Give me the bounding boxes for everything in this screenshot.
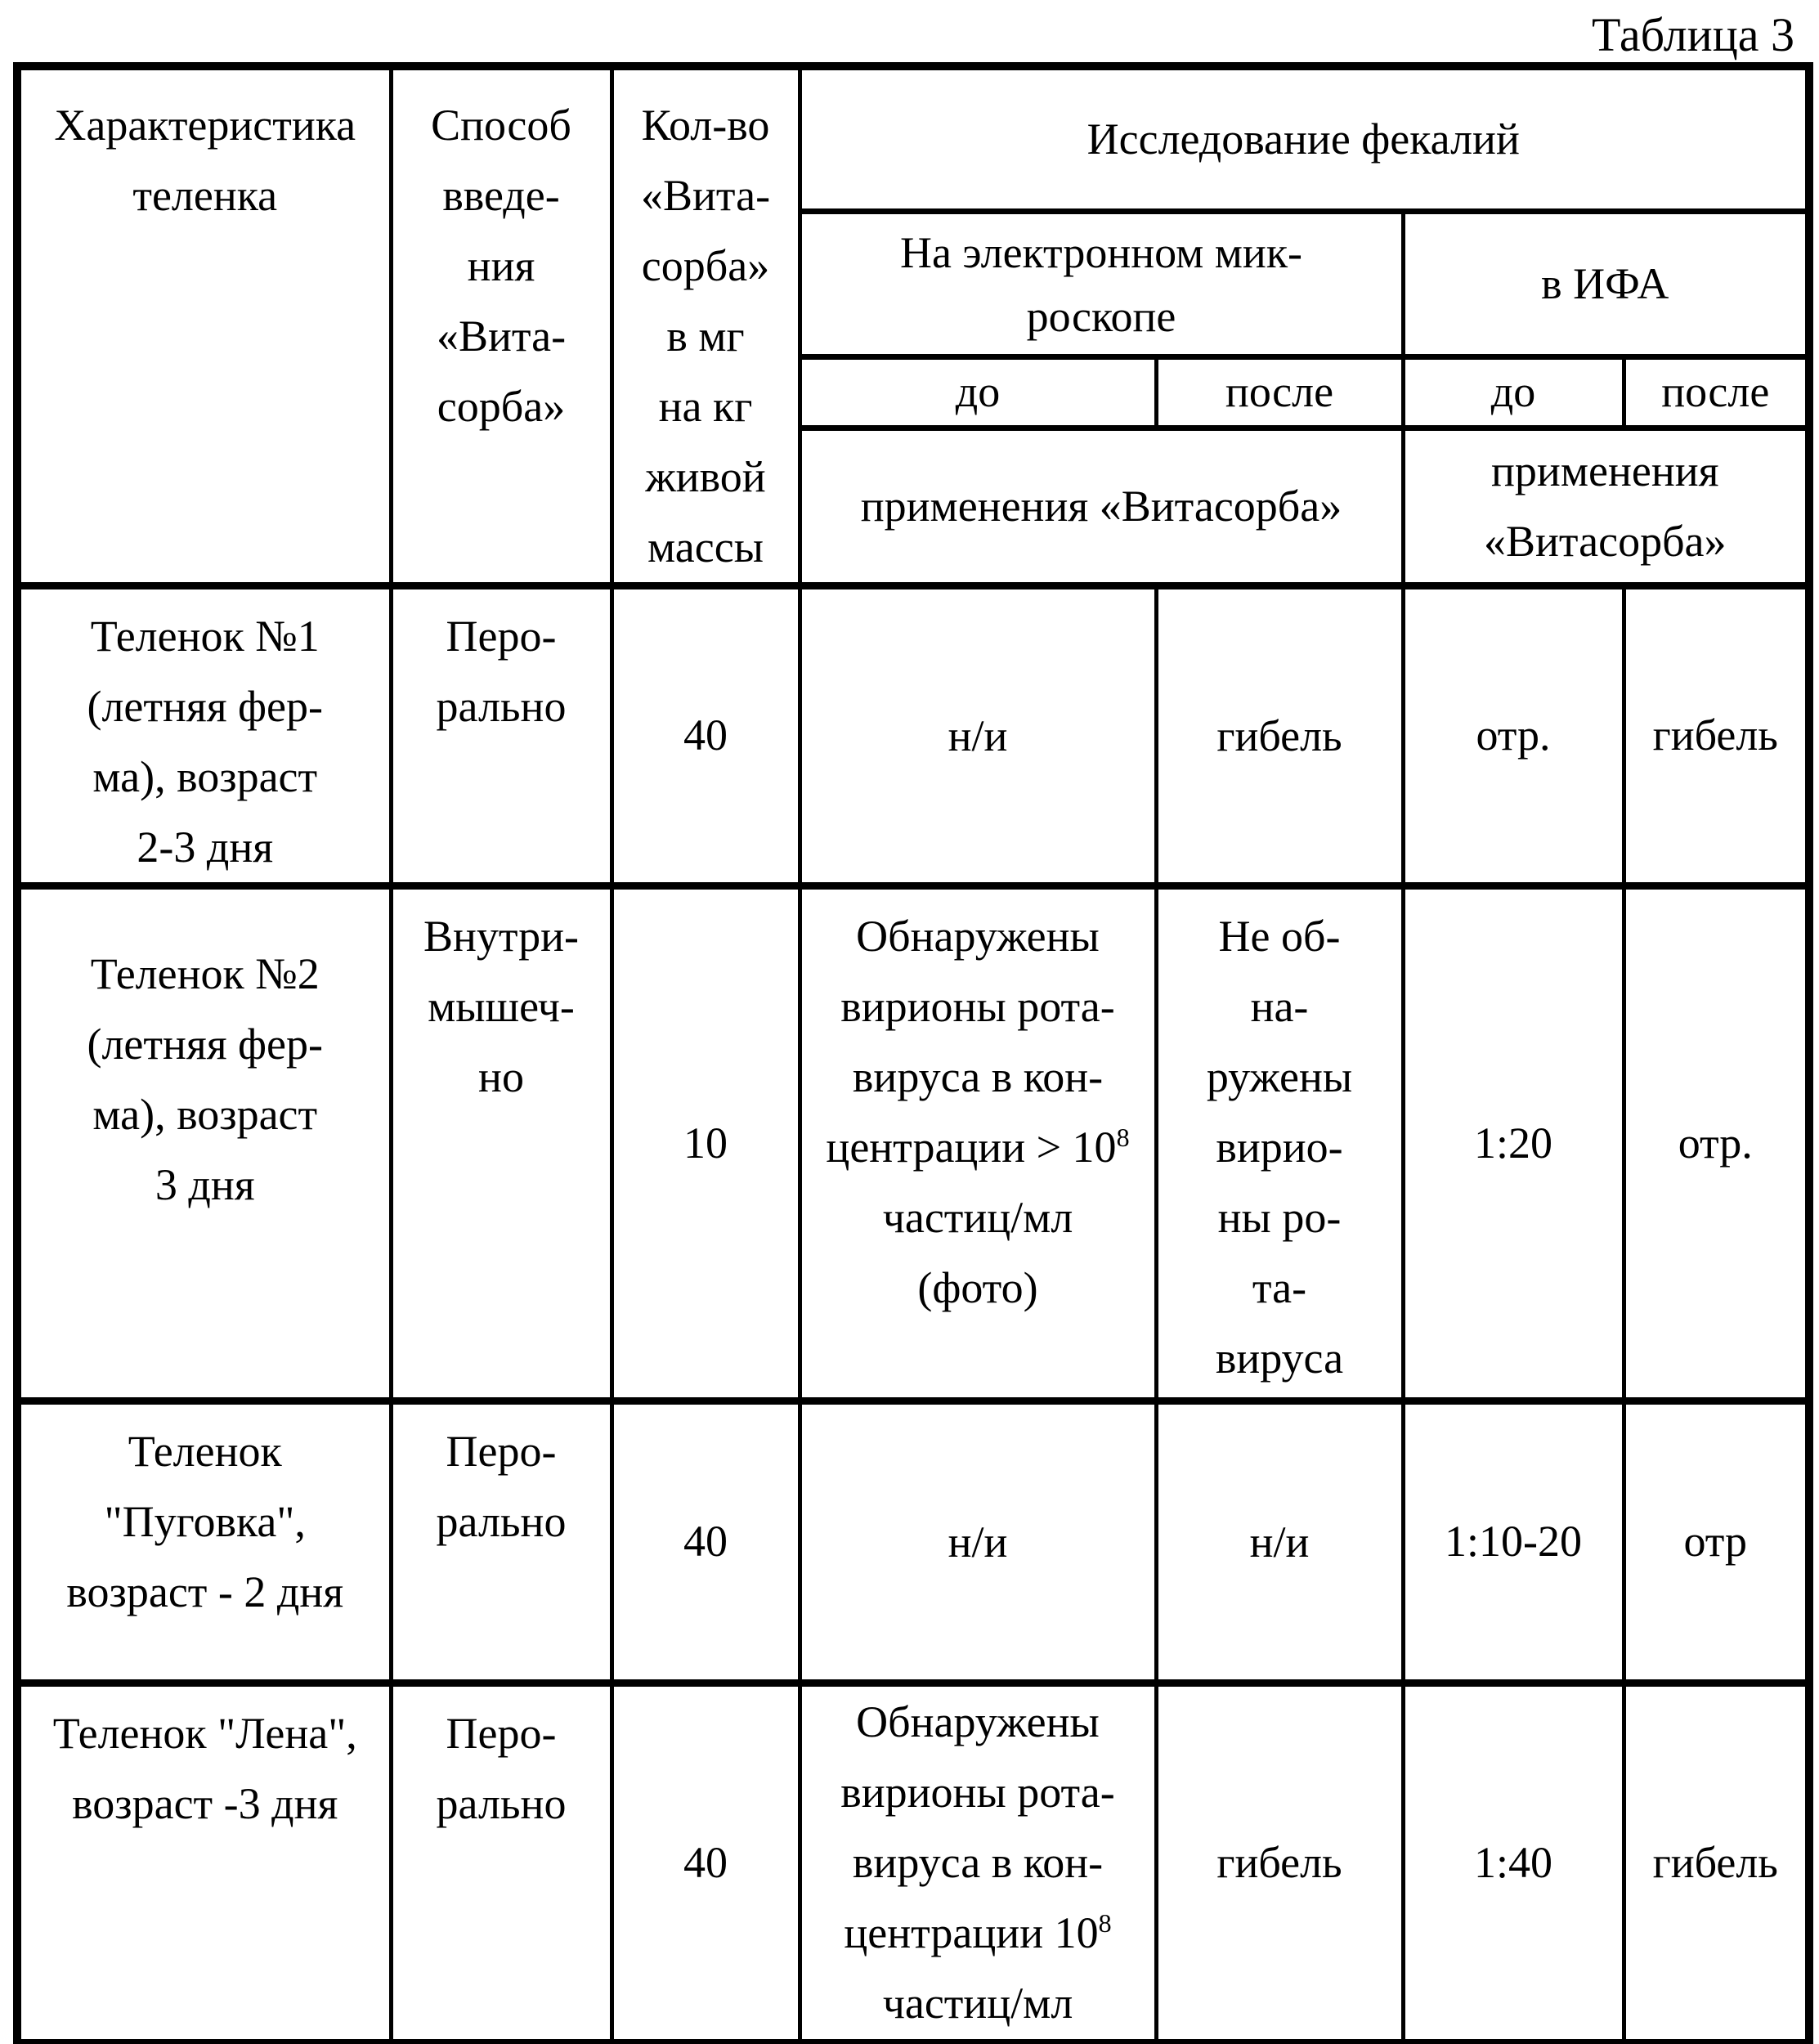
text-line: ны ро- [1217,1193,1342,1242]
cell-ifa-after: гибель [1624,1683,1809,2043]
cell-dose: 40 [612,1683,800,2043]
text-line: вирионы рота- [840,1768,1115,1818]
text-line: возраст -3 дня [72,1779,338,1828]
text-line: Перо- [446,1427,557,1476]
text-line: н/и [948,711,1008,760]
text-line: на кг [658,382,753,431]
cell-method [391,1683,612,2043]
table-3 [13,62,1813,2044]
text-line: роскопе [1026,291,1176,341]
text-line: Теленок "Лена", [52,1709,357,1758]
text-line: (фото) [917,1263,1038,1312]
text-line: гибель [1216,1838,1342,1888]
cell-characteristic [17,1401,391,1683]
superscript: 8 [1116,1123,1130,1152]
header-characteristic [17,66,391,586]
text-line: Кол-во [641,101,770,150]
text-line: частиц/мл [882,1193,1073,1242]
text-line: Обнаружены [856,912,1100,961]
text-line: на- [1250,982,1309,1031]
text-line: «Вита- [640,171,771,220]
text-line: сорба» [641,241,770,290]
text-line: центрации > $10^8$ [826,1123,1130,1172]
cell-em-before [800,1401,1156,1683]
text-line: ма), возраст [92,752,318,801]
cell-ifa-before: 1:40 [1403,1683,1624,2043]
text-line: сорба» [437,382,566,431]
table-row [17,1683,1809,2043]
header-ifa-before: до [1403,357,1624,428]
cell-characteristic [17,1683,391,2043]
cell-em-after [1156,1401,1403,1683]
text-line: применения «Витасорба» [860,482,1342,531]
header-dose [612,66,800,586]
header-row-1 [17,66,1809,212]
cell-ifa-before: 1:20 [1403,886,1624,1401]
text-line: вирионы рота- [840,982,1115,1031]
text-line: На электронном мик- [899,227,1303,277]
cell-ifa-after: отр [1624,1401,1809,1683]
text-line: частиц/мл [882,1979,1073,2028]
text-line: Способ [431,101,571,150]
text-line: Не об- [1218,912,1341,961]
header-fecal-study: Исследование фекалий [800,66,1809,212]
cell-em-before [800,1683,1156,2043]
text-line: н/и [948,1517,1008,1567]
text-line: Теленок [128,1427,282,1476]
text-line: 2-3 дня [137,823,274,872]
cell-method [391,1401,612,1683]
text-line: центрации $10^8$ [844,1908,1112,1958]
cell-characteristic [17,586,391,886]
cell-em-after [1156,886,1403,1401]
table-title: Таблица 3 [1591,8,1794,61]
text-line: живой [645,452,766,501]
text-line: "Пуговка", [104,1497,306,1546]
text-line: теленка [132,171,278,220]
cell-ifa-after: гибель [1624,586,1809,886]
text-line: та- [1252,1263,1307,1312]
text-line: ния [467,241,535,290]
text-line: вируса в кон- [852,1052,1104,1101]
header-method [391,66,612,586]
cell-em-after [1156,1683,1403,2043]
text-line: Обнаружены [856,1697,1100,1747]
text-line: 3 дня [155,1160,255,1209]
text-line: рально [436,682,567,731]
table-row [17,886,1809,1401]
cell-ifa-after: отр. [1624,886,1809,1401]
text-line: «Витасорба» [1483,517,1727,567]
text-line: гибель [1216,711,1342,760]
text-line: Перо- [446,1709,557,1758]
text-line: Характеристика [54,101,356,150]
text-line: Внутри- [423,912,580,961]
cell-method [391,586,612,886]
text-line: Теленок №1 [90,612,320,661]
text-line: «Вита- [436,312,567,361]
header-ifa-application [1403,428,1809,585]
text-line: вирио- [1216,1123,1343,1172]
header-em-application [800,428,1403,585]
cell-em-before [800,886,1156,1401]
cell-dose: 40 [612,1401,800,1683]
cell-characteristic [17,886,391,1401]
text-line: но [478,1052,524,1101]
text-line: Перо- [446,612,557,661]
cell-method [391,886,612,1401]
cell-ifa-before: отр. [1403,586,1624,886]
header-ifa-after: после [1624,357,1809,428]
text-line: вируса в кон- [852,1838,1104,1888]
cell-em-after [1156,586,1403,886]
cell-ifa-before: 1:10-20 [1403,1401,1624,1683]
cell-em-before [800,586,1156,886]
cell-dose: 40 [612,586,800,886]
text-line: н/и [1249,1517,1310,1567]
text-line: Теленок №2 [90,949,320,998]
text-line: рально [436,1497,567,1546]
header-em-after: после [1156,357,1403,428]
text-line: рально [436,1779,567,1828]
text-line: введе- [442,171,560,220]
cell-dose: 10 [612,886,800,1401]
text-line: применения [1491,446,1719,496]
text-line: ма), возраст [92,1090,318,1139]
text-line: в мг [666,312,745,361]
text-line: (летняя фер- [87,1020,323,1069]
text-line: возраст - 2 дня [66,1567,344,1616]
text-line: вируса [1215,1334,1344,1383]
table-row [17,586,1809,886]
header-em-before: до [800,357,1156,428]
superscript: 8 [1098,1908,1112,1939]
text-line: (летняя фер- [87,682,323,731]
text-line: массы [647,522,764,572]
text-line: мышеч- [428,982,575,1031]
header-electron-microscope-group [800,212,1403,357]
table-row [17,1401,1809,1683]
header-ifa-group: в ИФА [1403,212,1809,357]
text-line: ружены [1206,1052,1353,1101]
